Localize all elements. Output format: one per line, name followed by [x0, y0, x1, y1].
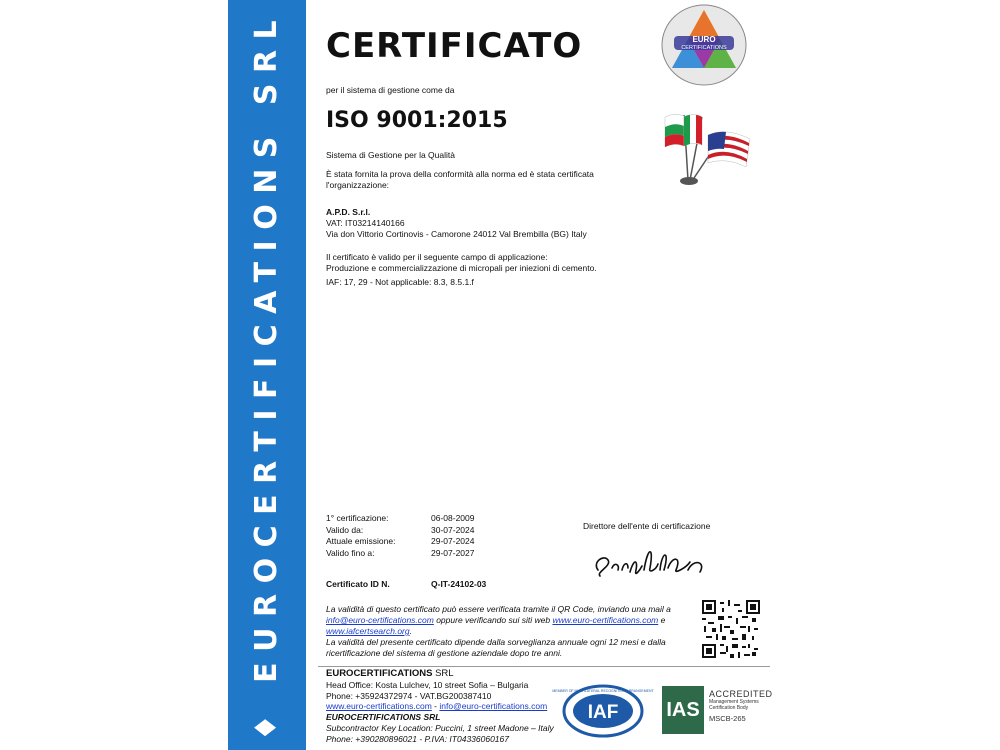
iaf-label: IAF	[587, 702, 619, 723]
date-value: 29-07-2024	[431, 536, 475, 546]
date-row	[326, 548, 474, 560]
iafcertsearch-link[interactable]: www.iafcertsearch.org	[326, 626, 410, 636]
organization-vat: VAT: IT03214140166	[326, 218, 405, 228]
flags-image	[660, 105, 755, 187]
qr-code[interactable]	[702, 600, 760, 658]
footer-mail-link[interactable]: info@euro-certifications.com	[439, 701, 548, 712]
organization-address: Via don Vittorio Cortinovis - Camorone 24012 Val Brembilla (BG) Italy	[326, 229, 587, 239]
verification-line-5: La validità del presente certificato dipende dalla sorveglianza annuale ogni 12 mesi e dalla	[326, 637, 666, 647]
ias-accreditation	[709, 690, 773, 723]
statement-line-2: l'organizzazione:	[326, 180, 390, 190]
date-label: Valido fino a:	[326, 547, 375, 558]
certificate-id	[326, 579, 486, 589]
statement-line-1: È stata fornita la prova della conformità alla norma ed è stata certificata	[326, 169, 594, 179]
signature-text: Sergio Belotti	[590, 540, 596, 541]
footer-company-2: EUROCERTIFICATIONS SRL	[326, 712, 441, 723]
verification-site-link[interactable]: www.euro-certifications.com	[552, 615, 659, 625]
scope-line-3: IAF: 17, 29 - Not applicable: 8.3, 8.5.1.f	[326, 277, 474, 287]
date-label: Valido da:	[326, 524, 364, 535]
verification-text-2: oppure verificando sui siti web	[433, 615, 553, 625]
organization-block	[326, 207, 587, 240]
intro-text: per il sistema di gestione come da	[326, 85, 455, 95]
iaf-badge	[552, 684, 654, 738]
certificate-id-label: Certificato ID N.	[326, 579, 390, 589]
ias-sub-1: Management Systems	[709, 699, 759, 705]
footer-web-link[interactable]: www.euro-certifications.com	[326, 701, 432, 712]
verification-email-link[interactable]: info@euro-certifications.com	[326, 615, 434, 625]
eurocertifications-logo	[660, 2, 748, 88]
scope-block	[326, 252, 597, 288]
footer-head-office: Head Office: Kosta Lulchev, 10 street Sofia – Bulgaria	[326, 679, 529, 690]
footer-company-suffix: SRL	[432, 668, 454, 679]
date-value: 29-07-2027	[431, 547, 475, 558]
verification-text	[326, 604, 691, 659]
ias-badge: IAS	[662, 686, 704, 734]
side-band-text	[228, 0, 306, 750]
scope-line-2: Produzione e commercializzazione di micropali per iniezioni di cemento.	[326, 263, 597, 273]
statement	[326, 169, 594, 191]
footer-phone-1: Phone: +35924372974 - VAT.BG200387410	[326, 690, 492, 701]
date-value: 06-08-2009	[431, 513, 475, 523]
iaf-ring-text: MEMBER OF MULTILATERAL RECOGNITION ARRANGEMENT	[552, 689, 654, 693]
footer-subcontractor: Subcontractor Key Location: Puccini, 1 street Madone – Italy	[326, 722, 554, 733]
organization-name: A.P.D. S.r.l.	[326, 207, 371, 217]
verification-line-1: La validità di questo certificato può essere verificata tramite il QR Code, inviando una mail a	[326, 604, 671, 614]
director-signature	[590, 540, 720, 582]
footer-separator: -	[431, 701, 440, 712]
date-value: 30-07-2024	[431, 524, 475, 535]
certificate-title: CERTIFICATO	[326, 26, 583, 66]
footer-divider	[318, 666, 770, 667]
dates-table	[326, 513, 474, 559]
ias-sub-2: Certification Body	[709, 705, 749, 711]
verification-line-6: ricertificazione del sistema di gestione aziendale dopo tre anni.	[326, 648, 563, 658]
director-label: Direttore dell'ente di certificazione	[583, 521, 711, 531]
date-row	[326, 525, 474, 537]
certificate-id-value: Q-IT-24102-03	[431, 579, 487, 589]
verification-text-3: e	[658, 615, 666, 625]
footer-block	[326, 669, 554, 745]
date-label: Attuale emissione:	[326, 536, 396, 546]
footer-phone-2: Phone: +390280896021 - P.IVA: IT04336060167	[326, 733, 509, 744]
scope-line-1: Il certificato è valido per il seguente campo di applicazione:	[326, 252, 548, 262]
side-band-label: ♦ EUROCERTIFICATIONS SRL	[249, 9, 285, 741]
verification-text-4: .	[409, 626, 412, 636]
system-name: Sistema di Gestione per la Qualità	[326, 150, 455, 160]
logo-text-cert: CERTIFICATIONS	[681, 45, 727, 51]
date-row	[326, 513, 474, 525]
date-row	[326, 536, 474, 548]
ias-code: MSCB-265	[709, 714, 746, 723]
logo-text-euro: EURO	[692, 35, 716, 44]
ias-accredited-label: ACCREDITED	[709, 689, 773, 699]
date-label: 1° certificazione:	[326, 513, 389, 523]
footer-company-name: EUROCERTIFICATIONS	[326, 668, 433, 679]
standard-title: ISO 9001:2015	[326, 108, 508, 133]
